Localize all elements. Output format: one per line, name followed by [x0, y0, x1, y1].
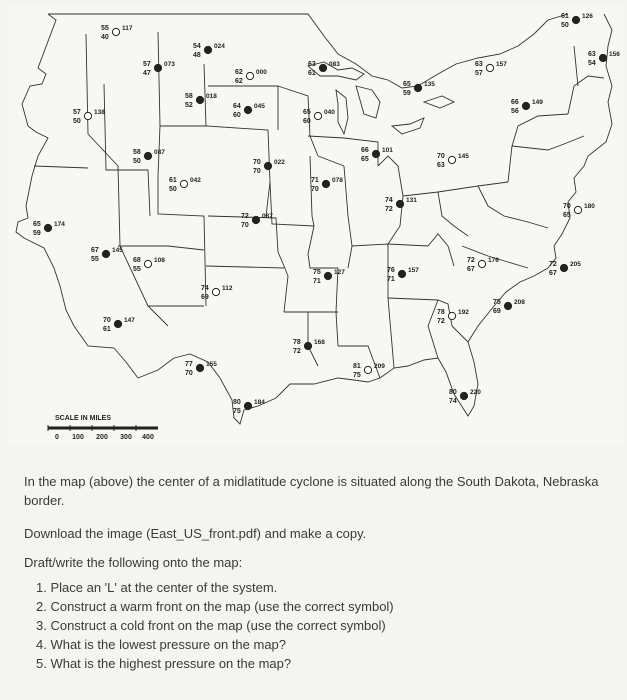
station-dewpoint: 72	[437, 318, 445, 325]
station	[293, 339, 325, 355]
station	[133, 149, 165, 165]
station	[361, 147, 393, 163]
station-pressure: 073	[164, 61, 175, 68]
station-circle-icon	[180, 180, 187, 187]
station-pressure: 208	[514, 299, 525, 306]
station-pressure: 117	[122, 25, 133, 32]
station-temperature: 54	[193, 43, 201, 50]
station-circle-icon	[522, 102, 529, 109]
station-pressure: 078	[332, 177, 343, 184]
station-circle-icon	[84, 112, 91, 119]
station	[449, 389, 481, 405]
station	[235, 69, 267, 85]
station-pressure: 108	[154, 257, 165, 264]
station	[467, 257, 499, 273]
station-temperature: 74	[385, 197, 393, 204]
station-dewpoint: 70	[241, 222, 249, 229]
station-temperature: 66	[361, 147, 369, 154]
station	[387, 267, 419, 283]
station-circle-icon	[572, 16, 579, 23]
station-pressure: 147	[124, 317, 135, 324]
station-dewpoint: 62	[235, 78, 243, 85]
station-circle-icon	[246, 72, 253, 79]
station-temperature: 65	[33, 221, 41, 228]
station-dewpoint: 50	[169, 186, 177, 193]
draft-instruction: Draft/write the following onto the map:	[24, 555, 243, 570]
station-circle-icon	[144, 260, 151, 267]
weather-map	[8, 6, 623, 446]
station-pressure: 135	[424, 81, 435, 88]
station-pressure: 000	[256, 69, 267, 76]
station-temperature: 75	[493, 299, 501, 306]
station-dewpoint: 70	[311, 186, 319, 193]
station-circle-icon	[504, 302, 511, 309]
station	[475, 61, 507, 77]
station-circle-icon	[102, 250, 109, 257]
station	[185, 93, 217, 109]
station-dewpoint: 61	[103, 326, 111, 333]
station-temperature: 62	[235, 69, 243, 76]
station-circle-icon	[478, 260, 485, 267]
scale-tick-300: 300	[120, 434, 132, 441]
station-circle-icon	[144, 152, 151, 159]
station-dewpoint: 67	[549, 270, 557, 277]
station	[437, 309, 469, 325]
station-circle-icon	[244, 106, 251, 113]
station-temperature: 72	[241, 213, 249, 220]
station-dewpoint: 50	[561, 22, 569, 29]
weather-stations	[33, 13, 620, 415]
station	[437, 153, 469, 169]
station-temperature: 61	[561, 13, 569, 20]
station-dewpoint: 65	[563, 212, 571, 219]
station-circle-icon	[319, 64, 326, 71]
station-pressure: 176	[488, 257, 499, 264]
station-temperature: 71	[311, 177, 319, 184]
scale-bar	[48, 415, 158, 441]
station-temperature: 72	[467, 257, 475, 264]
station-circle-icon	[196, 96, 203, 103]
station-circle-icon	[560, 264, 567, 271]
station-circle-icon	[396, 200, 403, 207]
station-temperature: 57	[73, 109, 81, 116]
station-temperature: 68	[133, 257, 141, 264]
task-list	[24, 578, 614, 673]
great-lakes	[308, 62, 454, 134]
station-pressure: 024	[214, 43, 225, 50]
station-temperature: 63	[308, 61, 316, 68]
station-circle-icon	[212, 288, 219, 295]
station-temperature: 70	[563, 203, 571, 210]
station-circle-icon	[264, 162, 271, 169]
station-dewpoint: 75	[353, 372, 361, 379]
station-dewpoint: 61	[308, 70, 316, 77]
station-pressure: 087	[154, 149, 165, 156]
station-dewpoint: 40	[101, 34, 109, 41]
station-temperature: 65	[303, 109, 311, 116]
station-pressure: 127	[334, 269, 345, 276]
station-pressure: 180	[584, 203, 595, 210]
station-temperature: 81	[353, 363, 361, 370]
station-pressure: 174	[54, 221, 65, 228]
station-temperature: 75	[313, 269, 321, 276]
scale-title: SCALE IN MILES	[55, 415, 112, 422]
station	[353, 363, 385, 379]
station-temperature: 70	[253, 159, 261, 166]
station-circle-icon	[204, 46, 211, 53]
station-circle-icon	[154, 64, 161, 71]
station-temperature: 63	[588, 51, 596, 58]
intro-paragraph: In the map (above) the center of a midlatitude cyclone is situated along the South Dakota, Nebraska border.	[24, 474, 599, 508]
station-dewpoint: 59	[403, 90, 411, 97]
station-circle-icon	[448, 156, 455, 163]
station-dewpoint: 72	[385, 206, 393, 213]
station-pressure: 022	[274, 159, 285, 166]
station	[563, 203, 595, 219]
station-dewpoint: 57	[475, 70, 483, 77]
station	[511, 99, 543, 115]
station-pressure: 145	[112, 247, 123, 254]
station	[241, 213, 273, 229]
station-temperature: 78	[293, 339, 301, 346]
station-pressure: 168	[314, 339, 325, 346]
station-circle-icon	[364, 366, 371, 373]
station-dewpoint: 59	[33, 230, 41, 237]
scale-tick-400: 400	[142, 434, 154, 441]
station-circle-icon	[599, 54, 606, 61]
station-temperature: 57	[143, 61, 151, 68]
scale-tick-100: 100	[72, 434, 84, 441]
station-pressure: 040	[324, 109, 335, 116]
task-item: 3. Construct a cold front on the map (use the correct symbol)	[36, 618, 386, 633]
station	[33, 221, 65, 237]
station-circle-icon	[372, 150, 379, 157]
station-temperature: 66	[511, 99, 519, 106]
station-temperature: 64	[233, 103, 241, 110]
station-circle-icon	[460, 392, 467, 399]
station-temperature: 76	[387, 267, 395, 274]
station	[313, 269, 345, 285]
station-dewpoint: 50	[73, 118, 81, 125]
station-dewpoint: 70	[185, 370, 193, 377]
download-instruction: Download the image (East_US_front.pdf) and make a copy.	[24, 526, 367, 541]
station-circle-icon	[486, 64, 493, 71]
station-temperature: 80	[233, 399, 241, 406]
station-pressure: 157	[496, 61, 507, 68]
station	[233, 103, 265, 119]
station-pressure: 018	[206, 93, 217, 100]
task-item: 4. What is the lowest pressure on the map?	[36, 637, 287, 652]
station-temperature: 80	[449, 389, 457, 396]
station-dewpoint: 72	[293, 348, 301, 355]
station-dewpoint: 65	[361, 156, 369, 163]
station	[403, 81, 435, 97]
station-pressure: 156	[609, 51, 620, 58]
station-dewpoint: 71	[387, 276, 395, 283]
station-dewpoint: 67	[467, 266, 475, 273]
station-temperature: 58	[185, 93, 193, 100]
station-temperature: 70	[103, 317, 111, 324]
station-temperature: 78	[437, 309, 445, 316]
station-pressure: 138	[94, 109, 105, 116]
station-circle-icon	[114, 320, 121, 327]
station-pressure: 045	[254, 103, 265, 110]
station	[91, 247, 123, 263]
station-circle-icon	[324, 272, 331, 279]
task-item: 5. What is the highest pressure on the map?	[36, 656, 292, 671]
assignment-text	[24, 472, 614, 673]
station-dewpoint: 54	[588, 60, 596, 67]
station-circle-icon	[414, 84, 421, 91]
station	[303, 109, 335, 125]
station	[193, 43, 225, 59]
station-circle-icon	[304, 342, 311, 349]
station-pressure: 087	[262, 213, 273, 220]
station	[549, 261, 581, 277]
station-temperature: 63	[475, 61, 483, 68]
station-pressure: 131	[406, 197, 417, 204]
station-temperature: 67	[91, 247, 99, 254]
station-dewpoint: 60	[233, 112, 241, 119]
station-circle-icon	[314, 112, 321, 119]
station	[561, 13, 593, 29]
station	[311, 177, 343, 193]
station	[169, 177, 201, 193]
station-pressure: 192	[458, 309, 469, 316]
station-circle-icon	[196, 364, 203, 371]
station-dewpoint: 69	[493, 308, 501, 315]
station-dewpoint: 55	[91, 256, 99, 263]
station-pressure: 042	[190, 177, 201, 184]
station	[103, 317, 135, 333]
station-dewpoint: 70	[253, 168, 261, 175]
station-temperature: 77	[185, 361, 193, 368]
station-dewpoint: 48	[193, 52, 201, 59]
station-pressure: 149	[532, 99, 543, 106]
station	[73, 109, 105, 125]
station-temperature: 58	[133, 149, 141, 156]
station-dewpoint: 56	[511, 108, 519, 115]
station-dewpoint: 71	[313, 278, 321, 285]
scale-tick-200: 200	[96, 434, 108, 441]
station-circle-icon	[574, 206, 581, 213]
station-circle-icon	[244, 402, 251, 409]
station-pressure: 220	[470, 389, 481, 396]
station	[233, 399, 265, 415]
station-pressure: 126	[582, 13, 593, 20]
station-pressure: 184	[254, 399, 265, 406]
station-dewpoint: 69	[201, 294, 209, 301]
station-dewpoint: 52	[185, 102, 193, 109]
station-dewpoint: 75	[233, 408, 241, 415]
station-temperature: 61	[169, 177, 177, 184]
station-dewpoint: 47	[143, 70, 151, 77]
task-item: 1. Place an 'L' at the center of the system.	[36, 580, 278, 595]
station-dewpoint: 74	[449, 398, 457, 405]
station-pressure: 209	[374, 363, 385, 370]
station-circle-icon	[112, 28, 119, 35]
station-circle-icon	[398, 270, 405, 277]
station-pressure: 083	[329, 61, 340, 68]
station-pressure: 157	[408, 267, 419, 274]
station-dewpoint: 63	[437, 162, 445, 169]
station-temperature: 72	[549, 261, 557, 268]
station-pressure: 101	[382, 147, 393, 154]
station	[493, 299, 525, 315]
station-pressure: 145	[458, 153, 469, 160]
station-pressure: 205	[570, 261, 581, 268]
station-pressure: 112	[222, 285, 233, 292]
station-circle-icon	[44, 224, 51, 231]
station-pressure: 155	[206, 361, 217, 368]
station	[588, 51, 620, 67]
station-dewpoint: 60	[303, 118, 311, 125]
station	[101, 25, 133, 41]
scale-tick-0: 0	[55, 434, 59, 441]
station-circle-icon	[252, 216, 259, 223]
station-dewpoint: 50	[133, 158, 141, 165]
station-temperature: 74	[201, 285, 209, 292]
station-dewpoint: 55	[133, 266, 141, 273]
surface-station-map	[8, 6, 623, 446]
station	[185, 361, 217, 377]
station	[133, 257, 165, 273]
station-temperature: 70	[437, 153, 445, 160]
station-temperature: 55	[101, 25, 109, 32]
station-circle-icon	[322, 180, 329, 187]
task-item: 2. Construct a warm front on the map (use the correct symbol)	[36, 599, 394, 614]
station-temperature: 65	[403, 81, 411, 88]
station-circle-icon	[448, 312, 455, 319]
